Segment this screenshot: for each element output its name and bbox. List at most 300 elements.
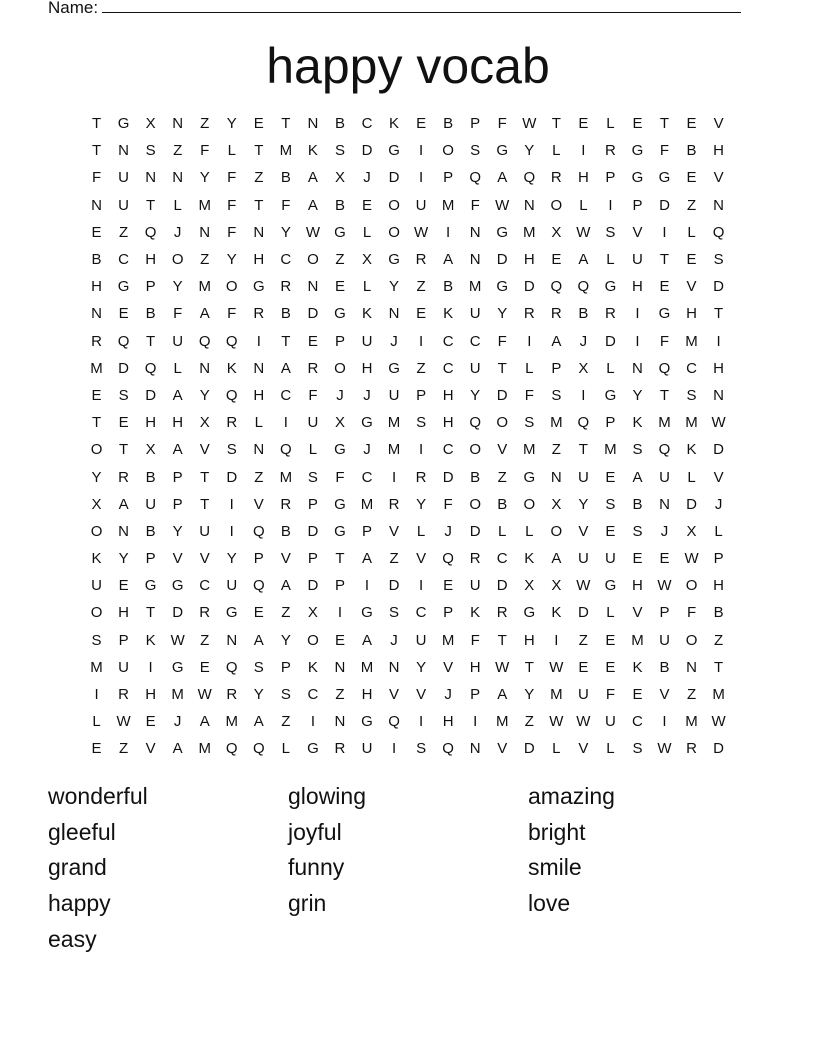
grid-letter: P: [145, 278, 156, 296]
grid-letter: C: [280, 251, 292, 269]
grid-letter: U: [118, 169, 129, 187]
grid-letter: D: [523, 278, 535, 296]
grid-letter: A: [307, 169, 318, 187]
grid-letter: U: [469, 359, 481, 377]
grid-letter: C: [361, 115, 373, 133]
grid-letter: T: [281, 332, 291, 350]
grid-letter: L: [281, 740, 291, 758]
grid-letter: M: [441, 196, 455, 214]
grid-letter: H: [145, 686, 157, 704]
grid-letter: V: [389, 522, 400, 540]
grid-letter: F: [686, 604, 697, 622]
grid-letter: D: [577, 604, 589, 622]
grid-letter: G: [604, 577, 617, 595]
grid-letter: A: [172, 740, 183, 758]
grid-letter: C: [199, 577, 211, 595]
grid-letter: Y: [91, 468, 102, 486]
grid-letter: L: [606, 115, 615, 133]
grid-letter: N: [118, 142, 129, 160]
grid-letter: F: [524, 386, 534, 404]
grid-letter: R: [415, 468, 427, 486]
grid-row: [83, 654, 733, 681]
word-item: glowing: [288, 783, 366, 809]
grid-letter: M: [225, 713, 238, 731]
grid-letter: I: [419, 142, 424, 160]
grid-letter: D: [172, 604, 184, 622]
grid-letter: H: [145, 251, 157, 269]
grid-letter: V: [659, 686, 670, 704]
grid-letter: P: [307, 495, 318, 513]
grid-row: [83, 300, 733, 327]
grid-letter: L: [92, 713, 101, 731]
grid-letter: E: [632, 115, 643, 133]
grid-letter: T: [659, 251, 670, 269]
grid-letter: H: [713, 142, 725, 160]
grid-letter: F: [227, 169, 237, 187]
grid-letter: B: [334, 115, 345, 133]
grid-letter: Q: [225, 386, 238, 404]
grid-letter: Z: [254, 169, 264, 187]
grid-letter: M: [523, 223, 536, 241]
grid-letter: D: [496, 577, 508, 595]
grid-letter: S: [632, 522, 643, 540]
grid-letter: T: [146, 332, 156, 350]
grid-letter: T: [254, 196, 264, 214]
grid-letter: P: [118, 631, 129, 649]
grid-letter: M: [685, 713, 698, 731]
grid-letter: E: [605, 468, 616, 486]
grid-letter: Z: [118, 740, 129, 758]
grid-letter: U: [577, 468, 589, 486]
grid-letter: F: [335, 468, 345, 486]
grid-letter: E: [632, 550, 643, 568]
grid-letter: R: [469, 550, 481, 568]
grid-letter: R: [253, 305, 265, 323]
grid-letter: G: [225, 604, 238, 622]
grid-letter: R: [686, 740, 697, 758]
grid-letter: U: [388, 386, 400, 404]
grid-letter: C: [280, 386, 292, 404]
grid-letter: J: [444, 522, 452, 540]
grid-letter: J: [714, 495, 723, 513]
grid-letter: Y: [632, 386, 643, 404]
grid-row: [83, 192, 733, 219]
grid-letter: F: [470, 631, 480, 649]
grid-letter: E: [334, 278, 345, 296]
grid-letter: X: [686, 522, 697, 540]
grid-letter: A: [551, 332, 562, 350]
grid-letter: A: [361, 631, 372, 649]
grid-letter: K: [632, 658, 643, 676]
grid-letter: U: [415, 631, 427, 649]
grid-letter: K: [91, 550, 102, 568]
grid-letter: N: [388, 305, 400, 323]
grid-letter: S: [145, 142, 156, 160]
grid-letter: R: [226, 414, 238, 432]
grid-row: [83, 627, 733, 654]
grid-letter: D: [713, 278, 725, 296]
grid-letter: I: [527, 332, 532, 350]
grid-letter: F: [173, 305, 183, 323]
grid-letter: A: [172, 441, 183, 459]
grid-letter: O: [550, 196, 563, 214]
grid-letter: B: [659, 658, 670, 676]
grid-letter: E: [334, 631, 345, 649]
grid-letter: B: [280, 522, 291, 540]
grid-letter: M: [171, 686, 184, 704]
grid-letter: M: [360, 658, 374, 676]
grid-letter: W: [549, 713, 564, 731]
grid-letter: L: [552, 142, 561, 160]
grid-row: [83, 246, 733, 273]
grid-letter: H: [253, 386, 265, 404]
word-column: [48, 779, 278, 957]
grid-letter: K: [307, 142, 318, 160]
grid-letter: P: [172, 468, 183, 486]
grid-letter: N: [334, 658, 346, 676]
grid-letter: K: [470, 604, 481, 622]
grid-letter: E: [605, 522, 616, 540]
name-label: Name:: [48, 0, 99, 17]
grid-letter: S: [226, 441, 237, 459]
grid-letter: A: [307, 196, 318, 214]
grid-letter: Z: [551, 441, 561, 459]
grid-letter: V: [686, 278, 697, 296]
grid-letter: I: [229, 495, 234, 513]
grid-letter: V: [497, 441, 508, 459]
grid-letter: N: [659, 495, 670, 513]
grid-letter: X: [524, 577, 535, 595]
grid-letter: R: [604, 142, 616, 160]
grid-letter: Z: [686, 196, 697, 214]
grid-letter: G: [334, 305, 346, 323]
grid-letter: L: [362, 223, 372, 241]
grid-letter: H: [361, 686, 373, 704]
grid-letter: H: [469, 658, 481, 676]
grid-letter: X: [334, 414, 345, 432]
grid-letter: X: [334, 169, 345, 187]
grid-letter: M: [523, 441, 536, 459]
grid-letter: M: [550, 686, 563, 704]
grid-letter: G: [604, 386, 617, 404]
grid-letter: X: [145, 441, 156, 459]
grid-letter: Z: [497, 468, 507, 486]
grid-letter: Q: [252, 522, 265, 540]
grid-letter: J: [660, 522, 669, 540]
grid-letter: Z: [200, 631, 210, 649]
grid-letter: O: [442, 142, 454, 160]
grid-letter: N: [253, 223, 265, 241]
grid-letter: W: [684, 550, 699, 568]
grid-letter: E: [686, 115, 697, 133]
grid-letter: B: [443, 115, 454, 133]
grid-letter: K: [145, 631, 156, 649]
grid-letter: A: [280, 359, 291, 377]
grid-letter: F: [659, 332, 670, 350]
grid-letter: A: [253, 713, 264, 731]
word-item: funny: [288, 854, 345, 881]
grid-letter: E: [443, 577, 454, 595]
grid-letter: W: [711, 414, 726, 432]
grid-letter: M: [90, 359, 103, 377]
grid-letter: U: [226, 577, 238, 595]
grid-letter: G: [523, 468, 536, 486]
grid-letter: N: [334, 713, 346, 731]
grid-letter: Q: [198, 332, 211, 350]
grid-letter: B: [145, 468, 156, 486]
grid-letter: B: [91, 251, 102, 269]
grid-letter: V: [416, 686, 427, 704]
grid-letter: U: [469, 305, 481, 323]
grid-letter: V: [199, 550, 210, 568]
grid-letter: S: [280, 686, 291, 704]
grid-letter: J: [363, 441, 371, 459]
grid-letter: N: [713, 196, 725, 214]
grid-letter: X: [361, 251, 372, 269]
grid-letter: R: [604, 305, 616, 323]
grid-letter: E: [361, 196, 372, 214]
grid-letter: Y: [226, 251, 237, 269]
grid-letter: G: [388, 142, 400, 160]
grid-letter: X: [551, 495, 562, 513]
grid-letter: M: [387, 414, 401, 432]
grid-letter: P: [443, 169, 454, 187]
grid-letter: W: [576, 223, 591, 241]
grid-letter: S: [91, 631, 102, 649]
grid-letter: V: [145, 740, 156, 758]
grid-letter: A: [280, 577, 291, 595]
grid-letter: I: [635, 305, 640, 323]
grid-letter: J: [336, 386, 344, 404]
grid-letter: T: [91, 142, 102, 160]
grid-letter: S: [686, 386, 697, 404]
grid-letter: M: [495, 713, 509, 731]
grid-letter: L: [525, 359, 534, 377]
grid-letter: I: [337, 604, 343, 622]
grid-letter: H: [442, 713, 454, 731]
grid-letter: Y: [226, 550, 237, 568]
grid-letter: G: [388, 359, 400, 377]
grid-letter: F: [200, 142, 210, 160]
grid-letter: R: [118, 468, 129, 486]
grid-letter: Q: [144, 223, 157, 241]
grid-letter: A: [632, 468, 643, 486]
grid-letter: O: [388, 223, 400, 241]
grid-row: [83, 219, 733, 246]
grid-letter: E: [605, 658, 616, 676]
grid-letter: Q: [252, 577, 265, 595]
word-item: gleeful: [48, 818, 116, 845]
grid-letter: E: [91, 740, 102, 758]
grid-letter: Z: [200, 251, 210, 269]
grid-letter: S: [389, 604, 400, 622]
grid-letter: N: [253, 441, 265, 459]
grid-letter: T: [91, 115, 102, 133]
grid-letter: J: [173, 713, 182, 731]
grid-letter: Z: [281, 713, 291, 731]
grid-letter: I: [716, 332, 721, 350]
grid-letter: G: [604, 278, 617, 296]
word-column: [528, 779, 758, 922]
grid-letter: K: [551, 604, 562, 622]
grid-letter: N: [91, 196, 102, 214]
grid-letter: E: [91, 386, 102, 404]
grid-letter: N: [469, 740, 481, 758]
grid-letter: A: [361, 550, 372, 568]
grid-letter: N: [686, 658, 697, 676]
grid-letter: I: [473, 713, 478, 731]
grid-letter: G: [307, 740, 319, 758]
grid-letter: F: [308, 386, 318, 404]
grid-letter: F: [227, 196, 237, 214]
grid-letter: P: [280, 658, 291, 676]
grid-letter: Y: [280, 631, 291, 649]
grid-letter: L: [552, 740, 561, 758]
grid-letter: U: [145, 495, 157, 513]
grid-letter: B: [145, 305, 156, 323]
grid-letter: I: [283, 414, 288, 432]
grid-letter: V: [497, 740, 508, 758]
grid-letter: D: [659, 196, 670, 214]
grid-letter: Q: [225, 332, 238, 350]
grid-letter: I: [419, 713, 424, 731]
word-item: happy: [48, 890, 111, 917]
grid-letter: A: [443, 251, 454, 269]
grid-letter: A: [497, 169, 508, 187]
grid-letter: Y: [524, 142, 535, 160]
grid-letter: N: [253, 359, 265, 377]
grid-letter: N: [469, 223, 481, 241]
grid-letter: L: [173, 359, 182, 377]
grid-letter: W: [549, 658, 564, 676]
grid-letter: J: [390, 631, 398, 649]
grid-letter: Q: [658, 441, 671, 459]
grid-letter: K: [389, 115, 400, 133]
grid-letter: J: [363, 386, 371, 404]
grid-letter: G: [334, 441, 346, 459]
grid-letter: H: [442, 386, 454, 404]
grid-letter: L: [606, 251, 615, 269]
grid-letter: G: [631, 169, 644, 187]
grid-letter: M: [604, 441, 617, 459]
grid-letter: O: [469, 441, 482, 459]
grid-letter: Q: [658, 359, 671, 377]
grid-letter: B: [578, 305, 589, 323]
grid-letter: C: [442, 332, 454, 350]
grid-letter: I: [148, 658, 153, 676]
grid-letter: Y: [524, 686, 535, 704]
grid-letter: Y: [497, 305, 508, 323]
grid-letter: B: [145, 522, 156, 540]
grid-row: [83, 137, 733, 164]
grid-letter: O: [307, 251, 319, 269]
grid-letter: C: [469, 332, 481, 350]
grid-letter: H: [91, 278, 102, 296]
grid-letter: N: [388, 658, 400, 676]
grid-letter: E: [686, 169, 697, 187]
grid-letter: N: [307, 115, 319, 133]
grid-letter: E: [686, 251, 697, 269]
grid-letter: E: [551, 251, 562, 269]
grid-letter: M: [441, 631, 455, 649]
grid-letter: U: [659, 468, 670, 486]
grid-letter: P: [470, 115, 481, 133]
grid-letter: V: [172, 550, 183, 568]
grid-letter: T: [578, 441, 588, 459]
grid-letter: G: [523, 604, 536, 622]
grid-letter: T: [524, 658, 534, 676]
grid-letter: O: [469, 495, 482, 513]
grid-letter: U: [118, 196, 129, 214]
grid-letter: D: [307, 522, 319, 540]
grid-letter: T: [714, 658, 724, 676]
grid-row: [83, 708, 733, 735]
grid-letter: H: [713, 359, 725, 377]
grid-letter: T: [335, 550, 345, 568]
grid-letter: T: [497, 631, 507, 649]
grid-letter: G: [171, 658, 184, 676]
word-item: grand: [48, 854, 107, 881]
grid-letter: C: [442, 359, 454, 377]
grid-letter: D: [307, 305, 319, 323]
grid-letter: V: [253, 495, 264, 513]
grid-letter: Y: [253, 686, 264, 704]
word-item: bright: [528, 818, 586, 845]
grid-letter: U: [659, 631, 670, 649]
grid-letter: P: [172, 495, 183, 513]
grid-letter: A: [199, 305, 210, 323]
grid-letter: F: [227, 223, 237, 241]
grid-letter: E: [659, 278, 670, 296]
grid-row: [83, 110, 733, 137]
grid-letter: U: [577, 550, 589, 568]
name-field[interactable]: [48, 0, 741, 19]
grid-letter: W: [197, 686, 212, 704]
grid-letter: Q: [469, 169, 482, 187]
grid-letter: L: [687, 468, 696, 486]
grid-letter: J: [363, 169, 371, 187]
grid-letter: D: [388, 169, 400, 187]
grid-letter: K: [307, 658, 318, 676]
grid-letter: P: [334, 332, 345, 350]
grid-letter: K: [632, 414, 643, 432]
grid-letter: G: [334, 495, 346, 513]
grid-letter: I: [364, 577, 370, 595]
grid-letter: D: [307, 577, 319, 595]
grid-letter: N: [713, 386, 725, 404]
grid-letter: L: [254, 414, 263, 432]
grid-letter: E: [118, 577, 129, 595]
grid-letter: L: [308, 441, 318, 459]
grid-letter: L: [498, 522, 507, 540]
grid-letter: X: [307, 604, 318, 622]
grid-letter: S: [470, 142, 481, 160]
grid-letter: C: [632, 713, 643, 731]
grid-letter: P: [713, 550, 724, 568]
grid-letter: D: [145, 386, 157, 404]
grid-letter: V: [713, 169, 724, 187]
grid-letter: M: [658, 414, 671, 432]
grid-letter: P: [605, 414, 616, 432]
grid-letter: W: [576, 577, 591, 595]
grid-letter: Z: [714, 631, 724, 649]
grid-letter: T: [146, 604, 156, 622]
name-underline[interactable]: [102, 0, 741, 13]
grid-letter: V: [416, 550, 427, 568]
grid-letter: G: [361, 713, 373, 731]
grid-letter: I: [419, 577, 424, 595]
grid-letter: Z: [524, 713, 534, 731]
